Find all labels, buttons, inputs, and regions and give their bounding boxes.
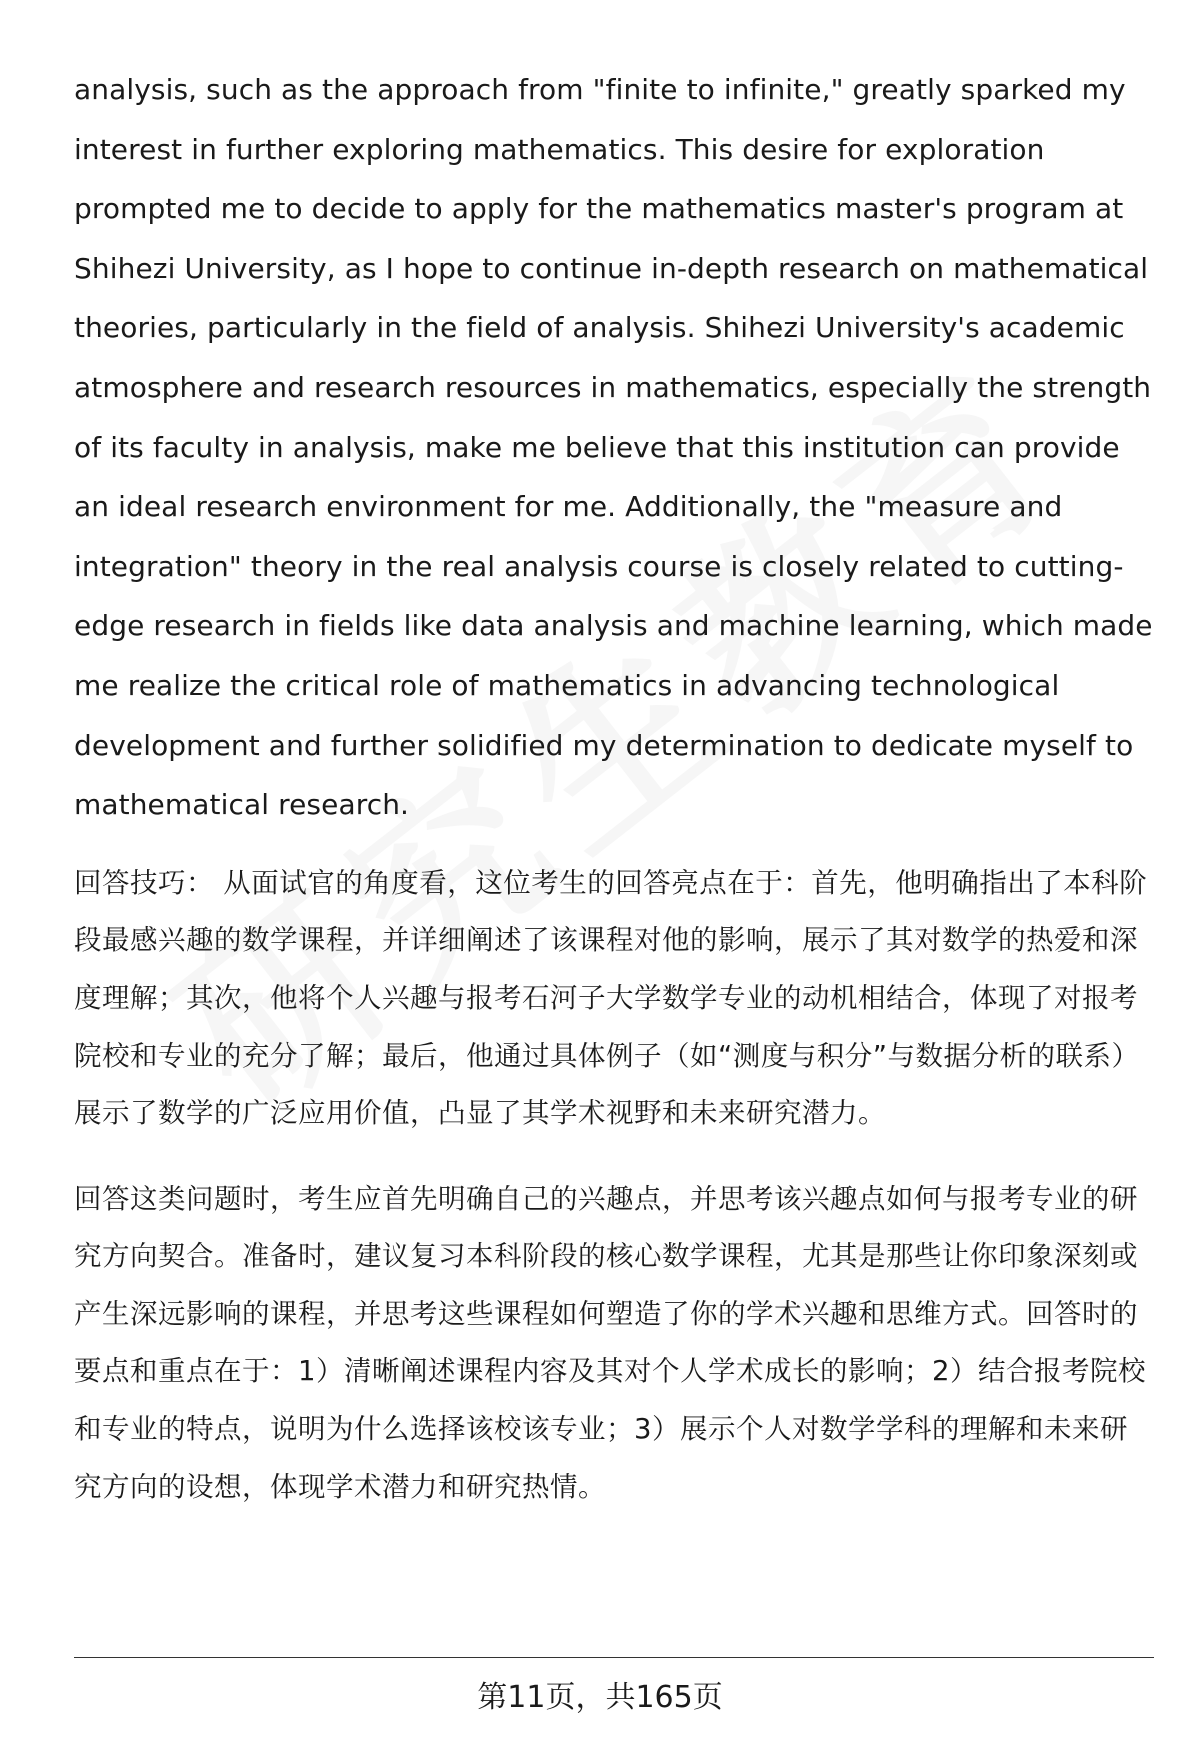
answer-paragraph-english: analysis, such as the approach from "finite to infinite," greatly sparked my interest in further exploring mathematics. This desire for exploration prompted me to decide to apply for the mathematics master's program at Shihezi University, as I hope to continue in-depth research on mathematical theories, particularly in the field of analysis. Shihezi University's academic atmosphere and research resources in mathematics, especially the strength of its faculty in analysis, make me believe that this institution can provide an ideal research environment for me. Additionally, the "measure and integration" theory in the real analysis course is closely related to cutting-edge research in fields like data analysis and machine learning, which made me realize the critical role of mathematics in advancing technological development and further solidified my determination to dedicate myself to mathematical research. <box>74 73 1153 822</box>
answer-tips-paragraph: 回答技巧： 从面试官的角度看，这位考生的回答亮点在于：首先，他明确指出了本科阶段最感兴趣的数学课程，并详细阐述了该课程对他的影响，展示了其对数学的热爱和深度理解；其次，他将个人兴趣与报考石河子大学数学专业的动机相结合，体现了对报考院校和专业的充分了解；最后，他通过具体例子（如“测度与积分”与数据分析的联系）展示了数学的广泛应用价值，凸显了其学术视野和未来研究潜力。 <box>74 866 1148 1130</box>
page-number: 第11页，共165页 <box>477 1680 723 1715</box>
footer-divider <box>74 1657 1154 1658</box>
page-content <box>74 60 1154 1516</box>
answer-advice-paragraph: 回答这类问题时，考生应首先明确自己的兴趣点，并思考该兴趣点如何与报考专业的研究方向契合。准备时，建议复习本科阶段的核心数学课程，尤其是那些让你印象深刻或产生深远影响的课程，并思考这些课程如何塑造了你的学术兴趣和思维方式。回答时的要点和重点在于：1）清晰阐述课程内容及其对个人学术成长的影响；2）结合报考院校和专业的特点，说明为什么选择该校该专业；3）展示个人对数学学科的理解和未来研究方向的设想，体现学术潜力和研究热情。 <box>74 1182 1146 1503</box>
